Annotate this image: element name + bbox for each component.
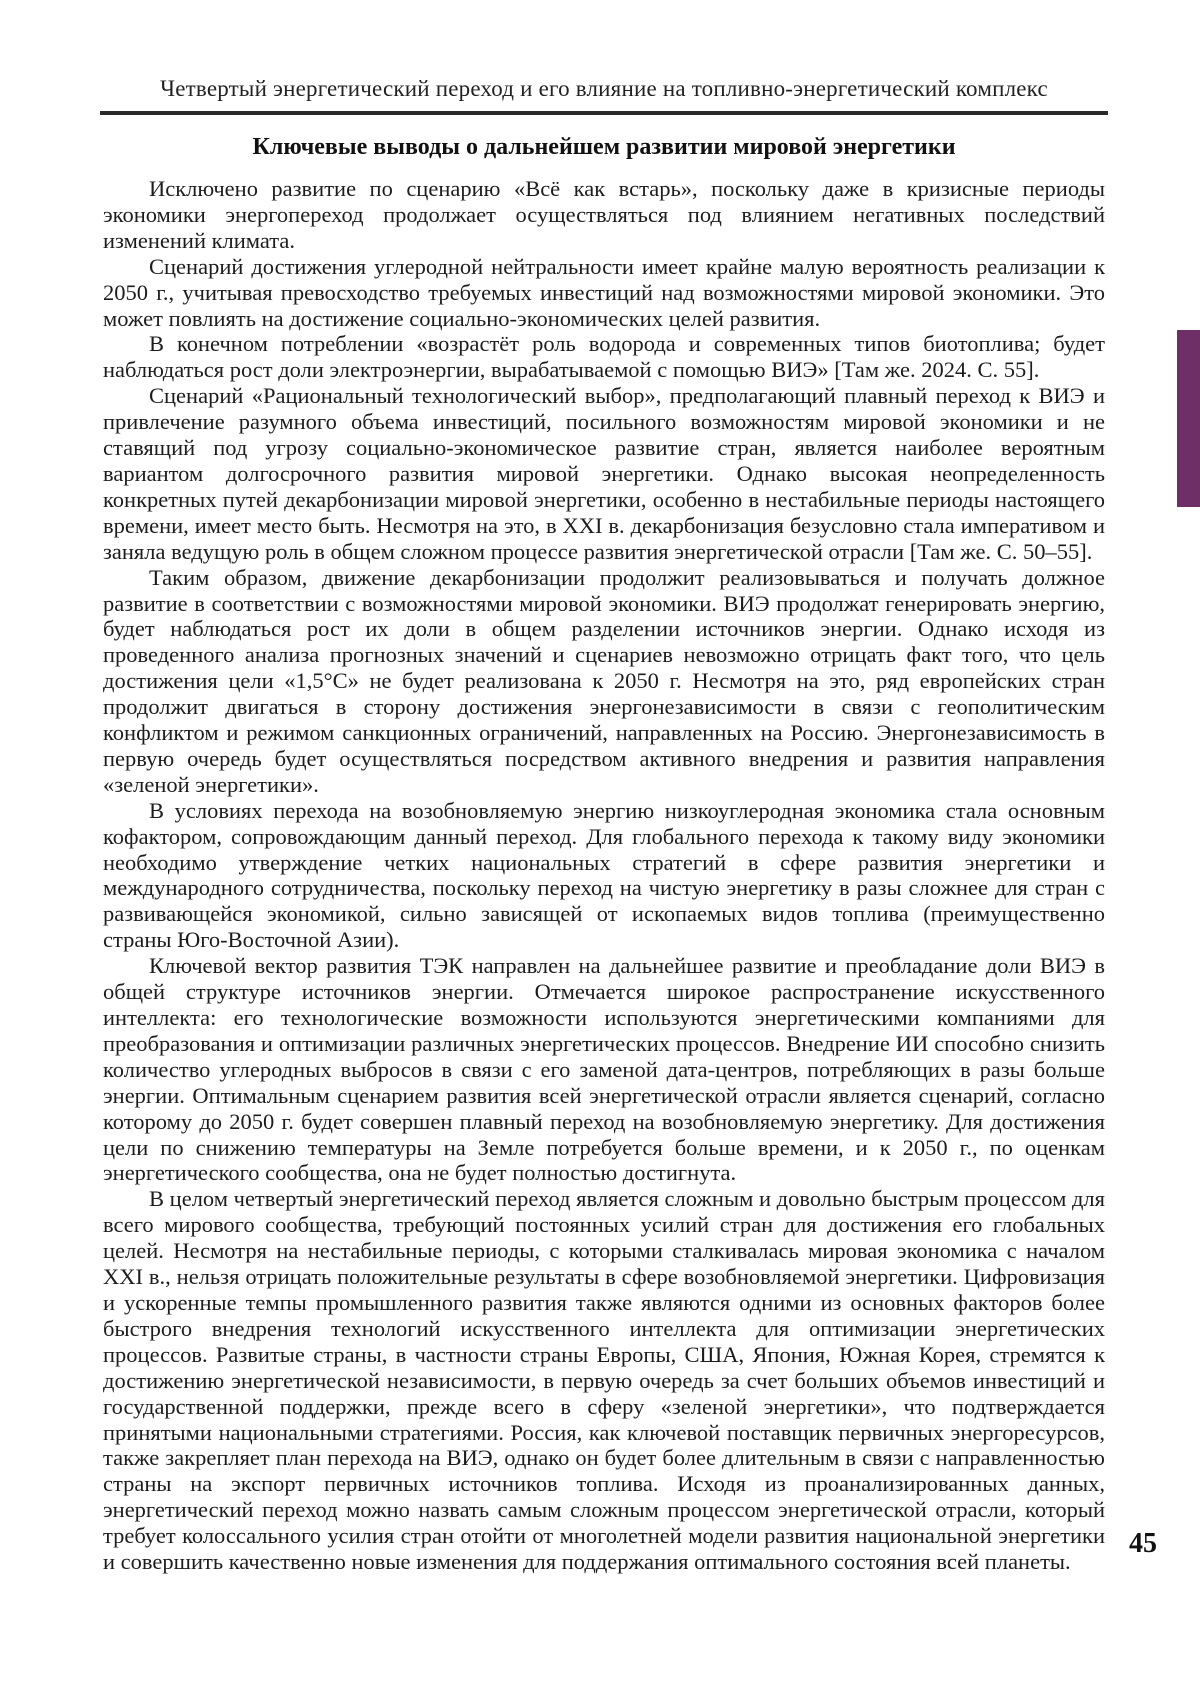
header-rule bbox=[100, 111, 1108, 115]
paragraph-fec-key-vector: Ключевой вектор развития ТЭК направлен на дальнейшее развитие и преобладание доли ВИЭ в общей структуре источников энергии. Отмечается широкое распространение искусственного интеллекта: его технологические возможности используются энергетическими компаниями для преобразования и оптимизации различных энергетических процессов. Внедрение ИИ способно снизить количество углеродных выбросов в связи с его заменой дата-центров, потребляющих в разы больше энергии. Оптимальным сценарием развития всей энергетической отрасли является сценарий, согласно которому до 2050 г. будет совершен плавный переход на возобновляемую энергетику. Для достижения цели по снижению температуры на Земле потребуется больше времени, и к 2050 г., по оценкам энергетического сообщества, она не будет полностью достигнута. bbox=[103, 953, 1105, 1186]
paragraph-decarbonization-movement: Таким образом, движение декарбонизации продолжит реализовываться и получать должное развитие в соответствии с возможностями мировой экономики. ВИЭ продолжат генерировать энергию, будет наблюдаться рост их доли в общем разделении источников энергии. Однако исходя из проведенного анализа прогнозных значений и сценариев невозможно отрицать факт того, что цель достижения цели «1,5°С» не будет реализована к 2050 г. Несмотря на это, ряд европейских стран продолжит двигаться в сторону достижения энергонезависимости в связи с геополитическим конфликтом и режимом санкционных ограничений, направленных на Россию. Энергонезависимость в первую очередь будет осуществляться посредством активного внедрения и развития направления «зеленой энергетики». bbox=[103, 564, 1105, 797]
paragraph-carbon-neutrality: Сценарий достижения углеродной нейтральности имеет крайне малую вероятность реализации к 2050 г., учитывая превосходство требуемых инвестиций над возможностями мировой экономики. Это может повлиять на достижение социально-экономических целей развития. bbox=[103, 253, 1105, 331]
paragraph-scenario-business-as-usual: Исключено развитие по сценарию «Всё как встарь», поскольку даже в кризисные периоды экономики энергопереход продолжает осуществляться под влиянием негативных последствий изменений климата. bbox=[103, 176, 1105, 253]
bookmark-tab bbox=[1177, 330, 1200, 507]
paragraph-low-carbon-economy: В условиях перехода на возобновляемую энергию низкоуглеродная экономика стала основным кофактором, сопровождающим данный переход. Для глобального перехода к такому виду экономики необходимо утверждение четких национальных стратегий в сфере развития энергетики и международного сотрудничества, поскольку переход на чистую энергетику в разы сложнее для стран с развивающейся экономикой, сильно зависящей от ископаемых видов топлива (преимущественно страны Юго-Восточной Азии). bbox=[103, 797, 1105, 953]
body-text bbox=[103, 176, 1105, 1575]
paragraph-rational-tech-choice: Сценарий «Рациональный технологический выбор», предполагающий плавный переход к ВИЭ и привлечение разумного объема инвестиций, посильного возможностям мировой экономики и не ставящий под угрозу социально-экономическое развитие стран, является наиболее вероятным вариантом долгосрочного развития мировой энергетики. Однако высокая неопределенность конкретных путей декарбонизации мировой энергетики, особенно в нестабильные периоды настоящего времени, имеет место быть. Несмотря на это, в XXI в. декарбонизация безусловно стала императивом и заняла ведущую роль в общем сложном процессе развития энергетической отрасли [Там же. С. 50–55]. bbox=[103, 383, 1105, 564]
paragraph-final-consumption: В конечном потреблении «возрастёт роль водорода и современных типов биотоплива; будет наблюдаться рост доли электроэнергии, вырабатываемой с помощью ВИЭ» [Там же. 2024. С. 55]. bbox=[103, 331, 1105, 383]
section-title: Ключевые выводы о дальнейшем развитии мировой энергетики bbox=[252, 134, 956, 160]
paragraph-overall-conclusion: В целом четвертый энергетический переход является сложным и довольно быстрым процессом для всего мирового сообщества, требующий постоянных усилий стран для достижения его глобальных целей. Несмотря на нестабильные периоды, с которыми сталкивалась мировая экономика с началом XXI в., нельзя отрицать положительные результаты в сфере возобновляемой энергетики. Цифровизация и ускоренные темпы промышленного развития также являются одними из основных факторов более быстрого внедрения технологий искусственного интеллекта для оптимизации энергетических процессов. Развитые страны, в частности страны Европы, США, Япония, Южная Корея, стремятся к достижению энергетической независимости, в первую очередь за счет больших объемов инвестиций и государственной поддержки, прежде всего в сферу «зеленой энергетики», что подтверждается принятыми национальными стратегиями. Россия, как ключевой поставщик первичных энергоресурсов, также закрепляет план перехода на ВИЭ, однако он будет более длительным в связи с направленностью страны на экспорт первичных источников топлива. Исходя из проанализированных данных, энергетический переход можно назвать самым сложным процессом энергетической отрасли, который требует колоссального усилия стран отойти от многолетней модели развития национальной энергетики и совершить качественно новые изменения для поддержания оптимального состояния всей планеты. bbox=[103, 1186, 1105, 1575]
page-number: 45 bbox=[1129, 1528, 1157, 1559]
running-head: Четвертый энергетический переход и его влияние на топливно-энергетический комплекс bbox=[160, 76, 1048, 101]
